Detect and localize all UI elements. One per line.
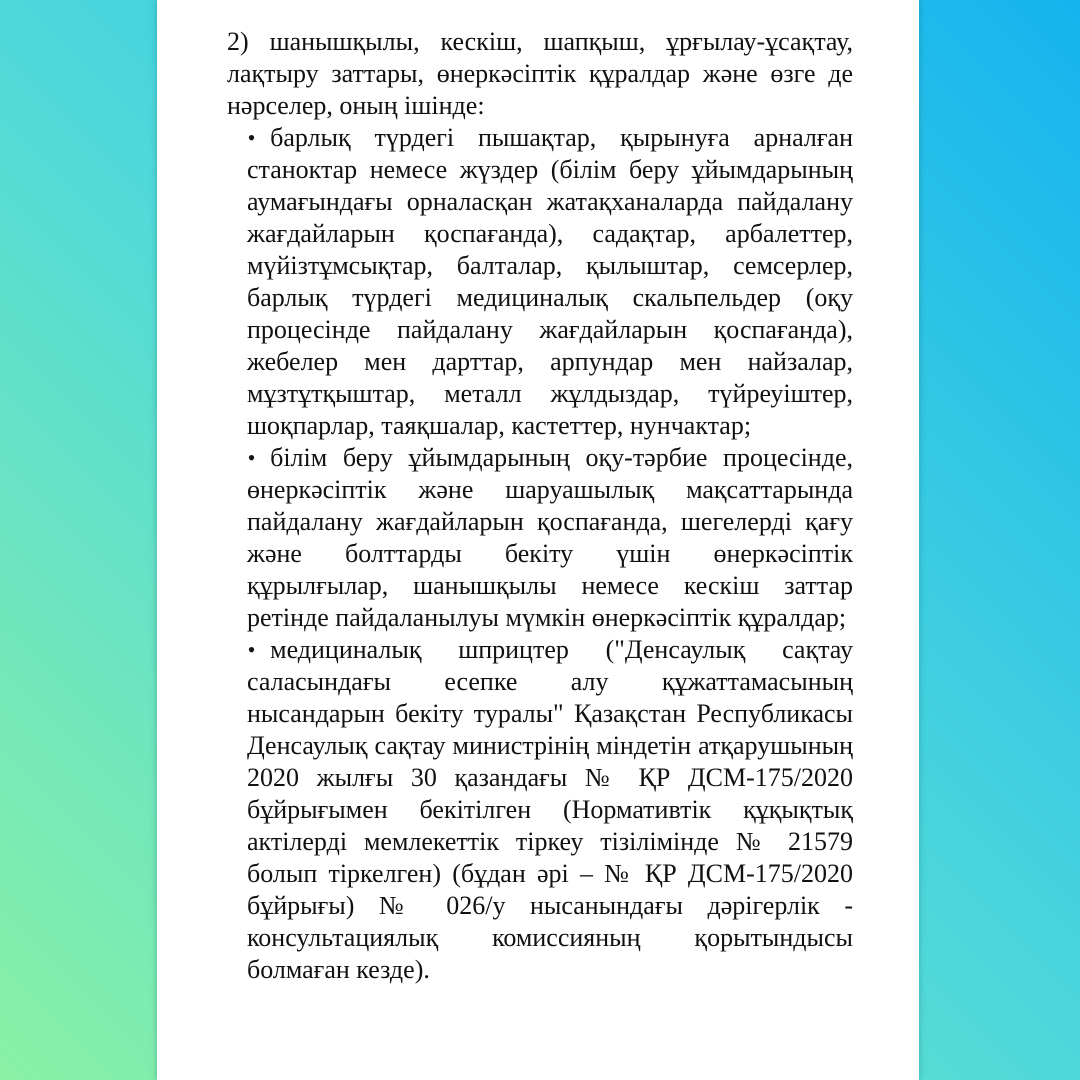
document-text-block xyxy=(157,0,919,986)
bullet-marker-icon: • xyxy=(247,125,256,150)
bullet-list xyxy=(247,122,853,986)
intro-paragraph: 2) шанышқылы, кескіш, шапқыш, ұрғылау-ұсақтау, лақтыру заттары, өнеркәсіптік құралдар және өзге де нәрселер, оның ішінде: xyxy=(227,27,853,120)
bullet-item-text: барлық түрдегі пышақтар, қырынуға арналған станоктар немесе жүздер (білім беру ұйымдарының аумағындағы орналасқан жатақханаларда пайдалану жағдайларын қоспағанда), садақтар, арбалеттер, мүйізтұмсықтар, балталар, қылыштар, семсерлер, барлық түрдегі медициналық скальпельдер (оқу процесінде пайдалану жағдайларын қоспағанда), жебелер мен дарттар, арпундар мен найзалар, мұзтұтқыштар, металл жұлдыздар, түйреуіштер, шоқпарлар, таяқшалар, кастеттер, нунчактар; xyxy=(247,123,853,440)
bullet-item-knives xyxy=(247,122,853,442)
bullet-marker-icon: • xyxy=(247,637,256,662)
bullet-item-text: білім беру ұйымдарының оқу-тәрбие процесінде, өнеркәсіптік және шаруашылық мақсаттарында пайдалану жағдайларын қоспағанда, шегелерді қағу және болттарды бекіту үшін өнеркәсіптік құрылғылар, шанышқылы немесе кескіш заттар ретінде пайдаланылуы мүмкін өнеркәсіптік құралдар; xyxy=(247,443,853,632)
document-card xyxy=(157,0,919,1080)
bullet-marker-icon: • xyxy=(247,445,256,470)
bullet-item-text: медициналық шприцтер ("Денсаулық сақтау саласындағы есепке алу құжаттамасының нысандарын бекіту туралы" Қазақстан Республикасы Денсаулық сақтау министрінің міндетін атқарушының 2020 жылғы 30 қазандағы № ҚР ДСМ-175/2020 бұйрығымен бекітілген (Нормативтік құқықтық актілерді мемлекеттік тіркеу тізілімінде № 21579 болып тіркелген) (бұдан әрі – № ҚР ДСМ-175/2020 бұйрығы) № 026/у нысанындағы дәрігерлік - консультациялық комиссияның қорытындысы болмаған кезде). xyxy=(247,635,853,984)
bullet-item-industrial-tools xyxy=(247,442,853,634)
bullet-item-medical-syringes xyxy=(247,634,853,986)
